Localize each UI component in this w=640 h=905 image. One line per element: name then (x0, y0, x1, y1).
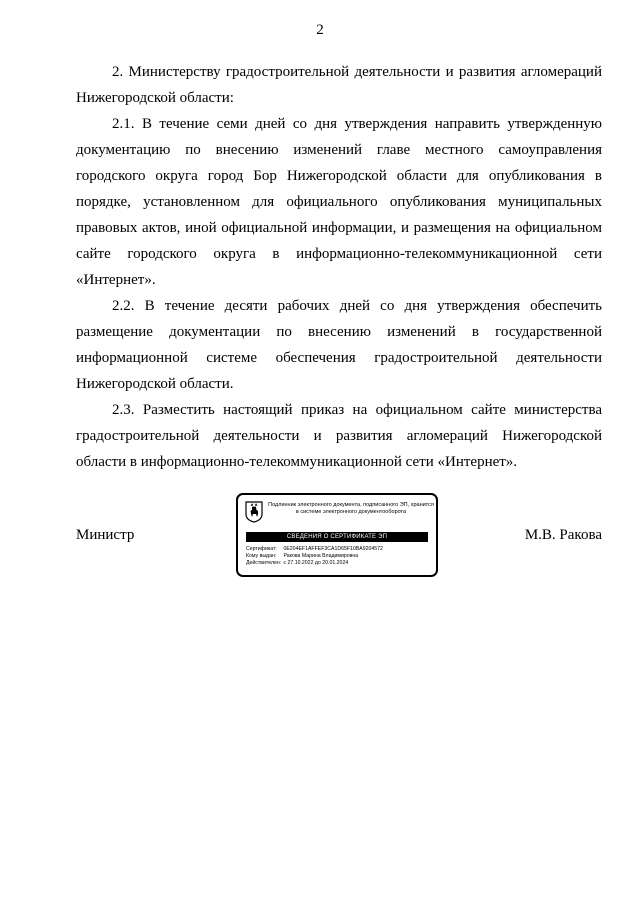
certificate-label: Сертификат: (246, 546, 277, 552)
electronic-signature-stamp (236, 493, 438, 577)
nizhny-novgorod-deer-emblem-icon (245, 501, 263, 523)
document-body (76, 59, 602, 475)
stamp-notice: Подлинник электронного документа, подписанного ЭП, хранится в системе электронного документооборота (268, 502, 434, 515)
certificate-row (246, 546, 432, 553)
page-number: 2 (316, 22, 324, 38)
certificate-details (246, 546, 432, 567)
paragraph-2-2: 2.2. В течение десяти рабочих дней со дня утверждения обеспечить размещение документации по внесению изменений в государственной информационной системе обеспечения градостроительной деятельности Нижегородской области. (76, 298, 602, 392)
signatory-title: Министр (76, 527, 135, 543)
signatory-name: М.В. Ракова (524, 527, 602, 543)
issued-to-label: Кому выдан: (246, 553, 277, 559)
issued-to-value: Ракова Марина Владимировна (283, 553, 359, 559)
paragraph-2-1: 2.1. В течение семи дней со дня утверждения направить утвержденную документацию по внесению изменений главе местного самоуправления городского округа город Бор Нижегородской области для опубликования в порядке, установленном для официального опубликования муниципальных правовых актов, иной официальной информации, и размещения на официальном сайте городского округа в информационно-телекоммуникационной сети «Интернет». (76, 116, 602, 288)
paragraph-2-3: 2.3. Разместить настоящий приказ на официальном сайте министерства градостроительной деятельности и развития агломераций Нижегородской области в информационно-телекоммуникационной сети «Интернет». (76, 402, 602, 470)
valid-label: Действителен: (246, 560, 282, 566)
valid-value: с 27.10.2022 до 20.01.2024 (283, 560, 349, 566)
certificate-banner: СВЕДЕНИЯ О СЕРТИФИКАТЕ ЭП (246, 532, 428, 542)
signature-block (76, 493, 602, 579)
issued-to-row (246, 553, 432, 560)
valid-row (246, 560, 432, 567)
certificate-value: 0E204EF1AFFEF3CA1D65F10BA9204572 (283, 546, 383, 552)
paragraph-2: 2. Министерству градостроительной деятельности и развития агломераций Нижегородской области: (76, 64, 602, 106)
